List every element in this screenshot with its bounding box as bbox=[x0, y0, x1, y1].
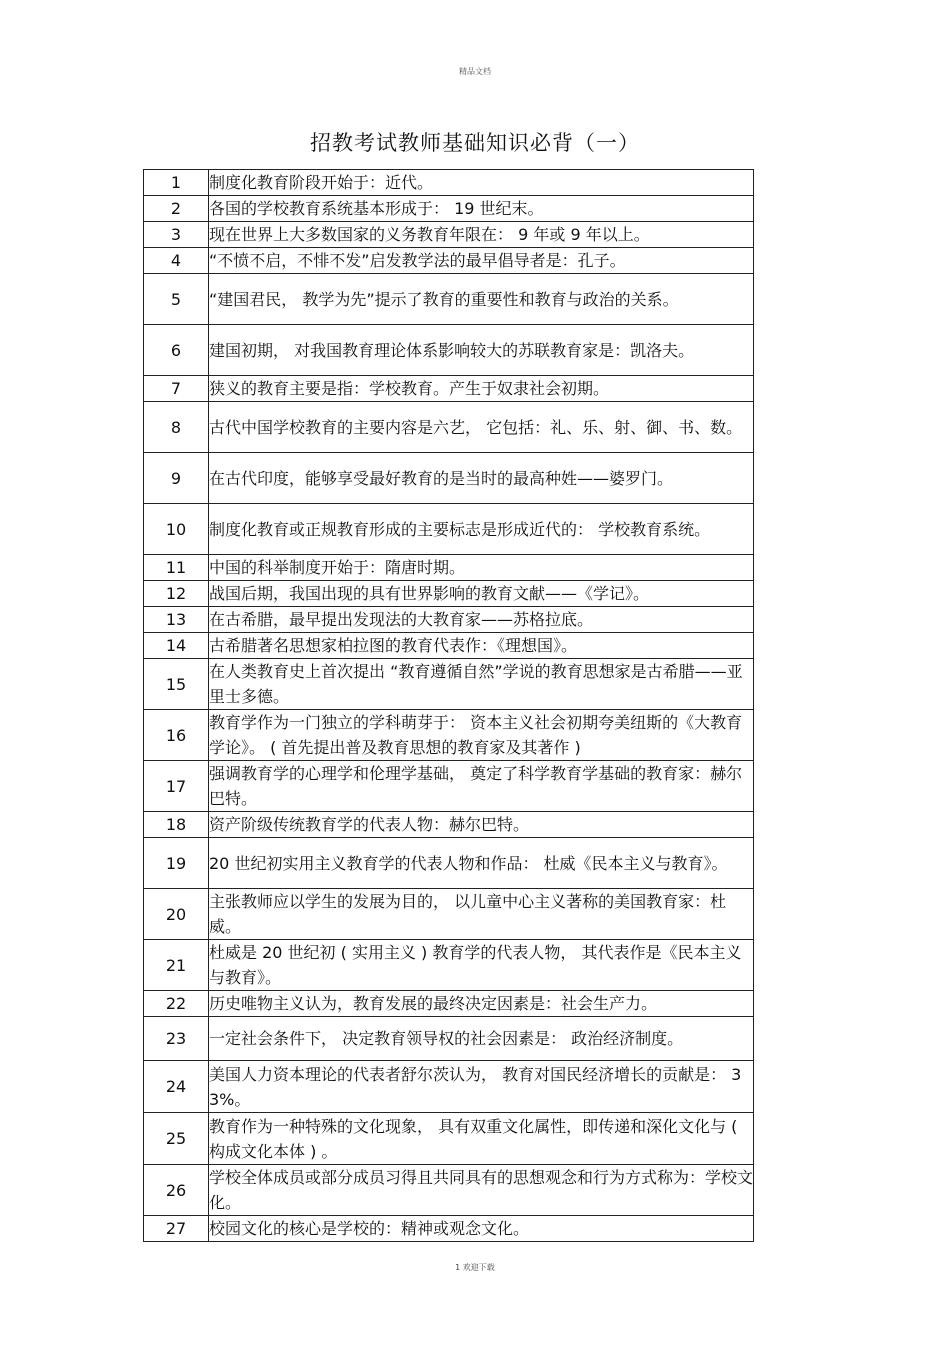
row-text: 战国后期，我国出现的具有世界影响的教育文献——《学记》。 bbox=[209, 581, 754, 607]
table-row bbox=[144, 248, 754, 274]
table-row bbox=[144, 453, 754, 504]
row-text: 教育学作为一门独立的学科萌芽于： 资本主义社会初期夸美纽斯的《大教育学论》。 ( 首先提出普及教育思想的教育家及其著作 ) bbox=[209, 710, 754, 761]
table-row bbox=[144, 1017, 754, 1061]
row-number: 1 bbox=[144, 170, 209, 196]
row-number: 13 bbox=[144, 607, 209, 633]
row-text: 制度化教育阶段开始于：近代。 bbox=[209, 170, 754, 196]
table-row bbox=[144, 196, 754, 222]
table-row bbox=[144, 325, 754, 376]
row-number: 14 bbox=[144, 633, 209, 659]
header-note: 精品文档 bbox=[459, 67, 491, 76]
row-number: 25 bbox=[144, 1113, 209, 1165]
row-text: “建国君民， 教学为先”提示了教育的重要性和教育与政治的关系。 bbox=[209, 274, 754, 325]
row-text: 一定社会条件下， 决定教育领导权的社会因素是： 政治经济制度。 bbox=[209, 1017, 754, 1061]
table-row bbox=[144, 889, 754, 940]
table-row bbox=[144, 1165, 754, 1216]
row-number: 12 bbox=[144, 581, 209, 607]
row-number: 17 bbox=[144, 761, 209, 812]
row-text: 古代中国学校教育的主要内容是六艺， 它包括：礼、乐、射、御、书、数。 bbox=[209, 402, 754, 453]
row-number: 26 bbox=[144, 1165, 209, 1216]
row-number: 4 bbox=[144, 248, 209, 274]
table-row bbox=[144, 838, 754, 889]
row-number: 2 bbox=[144, 196, 209, 222]
table-row bbox=[144, 633, 754, 659]
table-row bbox=[144, 581, 754, 607]
row-text: 古希腊著名思想家柏拉图的教育代表作：《理想国》。 bbox=[209, 633, 754, 659]
row-text: 各国的学校教育系统基本形成于： 19 世纪末。 bbox=[209, 196, 754, 222]
row-text: 杜威是 20 世纪初 ( 实用主义 ) 教育学的代表人物， 其代表作是《民本主义与教育》。 bbox=[209, 940, 754, 991]
row-number: 10 bbox=[144, 504, 209, 555]
table-row bbox=[144, 402, 754, 453]
row-number: 11 bbox=[144, 555, 209, 581]
row-number: 16 bbox=[144, 710, 209, 761]
table-row bbox=[144, 991, 754, 1017]
row-text: 学校全体成员或部分成员习得且共同具有的思想观念和行为方式称为：学校文化。 bbox=[209, 1165, 754, 1216]
table-row bbox=[144, 812, 754, 838]
row-text: 资产阶级传统教育学的代表人物：赫尔巴特。 bbox=[209, 812, 754, 838]
table-row bbox=[144, 222, 754, 248]
row-number: 20 bbox=[144, 889, 209, 940]
row-text: 狭义的教育主要是指：学校教育。产生于奴隶社会初期。 bbox=[209, 376, 754, 402]
table-row bbox=[144, 1113, 754, 1165]
row-number: 5 bbox=[144, 274, 209, 325]
row-text: 制度化教育或正规教育形成的主要标志是形成近代的： 学校教育系统。 bbox=[209, 504, 754, 555]
footer-note: 1 欢迎下载 bbox=[455, 1263, 495, 1272]
page-title: 招教考试教师基础知识必背（一） bbox=[310, 131, 640, 155]
row-text: 在古代印度，能够享受最好教育的是当时的最高种姓——婆罗门。 bbox=[209, 453, 754, 504]
table-body bbox=[144, 170, 754, 1242]
table-row bbox=[144, 555, 754, 581]
row-number: 6 bbox=[144, 325, 209, 376]
table-row bbox=[144, 607, 754, 633]
table-row bbox=[144, 710, 754, 761]
row-text: 教育作为一种特殊的文化现象， 具有双重文化属性，即传递和深化文化与 ( 构成文化本体 ) 。 bbox=[209, 1113, 754, 1165]
row-text: 20 世纪初实用主义教育学的代表人物和作品： 杜威《民本主义与教育》。 bbox=[209, 838, 754, 889]
knowledge-table bbox=[143, 169, 754, 1242]
row-number: 24 bbox=[144, 1061, 209, 1113]
table-row bbox=[144, 940, 754, 991]
table-row bbox=[144, 376, 754, 402]
table-row bbox=[144, 1061, 754, 1113]
row-text: 校园文化的核心是学校的：精神或观念文化。 bbox=[209, 1216, 754, 1242]
row-text: 强调教育学的心理学和伦理学基础， 奠定了科学教育学基础的教育家：赫尔巴特。 bbox=[209, 761, 754, 812]
table-row bbox=[144, 761, 754, 812]
row-text: 在古希腊，最早提出发现法的大教育家——苏格拉底。 bbox=[209, 607, 754, 633]
table-row bbox=[144, 1216, 754, 1242]
row-text: 历史唯物主义认为，教育发展的最终决定因素是：社会生产力。 bbox=[209, 991, 754, 1017]
row-text: 现在世界上大多数国家的义务教育年限在： 9 年或 9 年以上。 bbox=[209, 222, 754, 248]
row-number: 27 bbox=[144, 1216, 209, 1242]
table-row bbox=[144, 274, 754, 325]
row-number: 7 bbox=[144, 376, 209, 402]
row-number: 21 bbox=[144, 940, 209, 991]
row-text: 建国初期， 对我国教育理论体系影响较大的苏联教育家是：凯洛夫。 bbox=[209, 325, 754, 376]
table-row bbox=[144, 659, 754, 710]
row-number: 3 bbox=[144, 222, 209, 248]
row-text: “不愤不启，不悱不发”启发教学法的最早倡导者是：孔子。 bbox=[209, 248, 754, 274]
row-number: 18 bbox=[144, 812, 209, 838]
row-number: 8 bbox=[144, 402, 209, 453]
row-number: 9 bbox=[144, 453, 209, 504]
table-row bbox=[144, 504, 754, 555]
row-number: 15 bbox=[144, 659, 209, 710]
table-row bbox=[144, 170, 754, 196]
row-number: 22 bbox=[144, 991, 209, 1017]
row-number: 23 bbox=[144, 1017, 209, 1061]
row-text: 在人类教育史上首次提出 “教育遵循自然”学说的教育思想家是古希腊——亚里士多德。 bbox=[209, 659, 754, 710]
row-text: 美国人力资本理论的代表者舒尔茨认为， 教育对国民经济增长的贡献是： 33%。 bbox=[209, 1061, 754, 1113]
row-text: 中国的科举制度开始于：隋唐时期。 bbox=[209, 555, 754, 581]
row-number: 19 bbox=[144, 838, 209, 889]
row-text: 主张教师应以学生的发展为目的， 以儿童中心主义著称的美国教育家：杜威。 bbox=[209, 889, 754, 940]
